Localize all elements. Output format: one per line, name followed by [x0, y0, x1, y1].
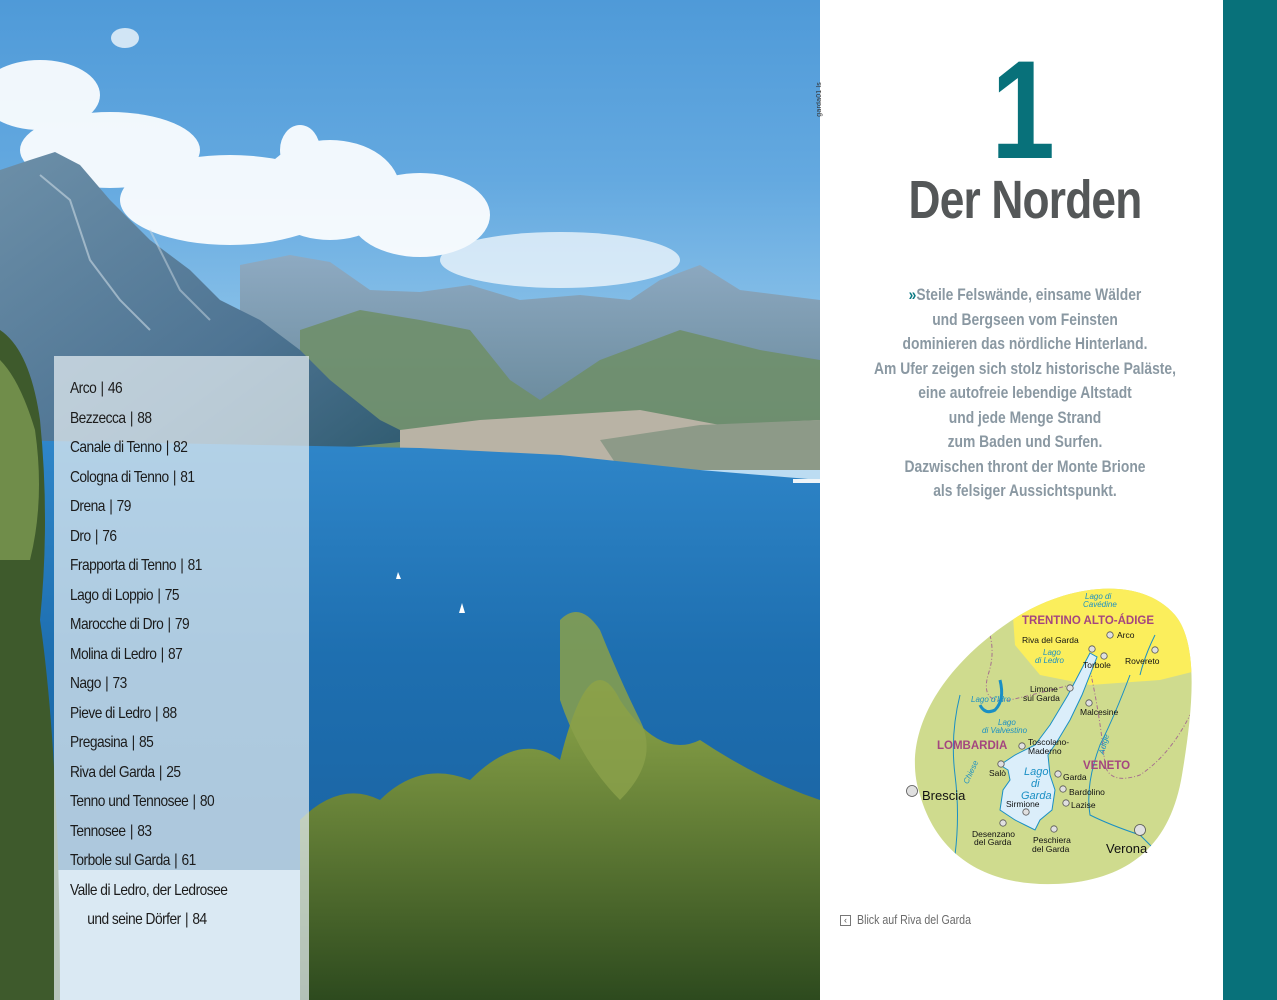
index-item[interactable]: Arco | 46: [70, 380, 123, 397]
svg-text:Garda: Garda: [1021, 790, 1052, 802]
svg-text:Lazise: Lazise: [1071, 800, 1096, 810]
svg-text:Maderno: Maderno: [1028, 746, 1062, 756]
svg-text:Lago: Lago: [1024, 766, 1049, 778]
svg-text:Peschiera: Peschiera: [1033, 835, 1071, 845]
index-item[interactable]: Cologna di Tenno | 81: [70, 468, 195, 486]
svg-text:Lago di: Lago di: [1085, 592, 1112, 601]
chapter-intro: » Steile Felswände, einsame Wälder und Bergseen vom Feinsten dominieren das nördliche Hinterland. Am Ufer zeigen sich stolz historische Paläste, eine autofreie lebendige Altstadt und jede Menge Strand zum Baden und Surfen. Dazwischen thront der Monte Brione als felsiger Aussichtspunkt.: [874, 286, 1176, 500]
index-item-continuation[interactable]: und seine Dörfer | 84: [87, 911, 207, 928]
svg-text:di Valvestino: di Valvestino: [982, 726, 1028, 735]
places-index-list: [70, 374, 309, 935]
svg-text:Garda: Garda: [1063, 772, 1087, 782]
svg-text:di: di: [1031, 778, 1040, 790]
svg-text:Lago: Lago: [998, 718, 1016, 727]
svg-text:Sirmione: Sirmione: [1006, 799, 1040, 809]
region-map: [900, 575, 1200, 890]
index-item[interactable]: Pieve di Ledro | 88: [70, 704, 177, 722]
svg-text:sul Garda: sul Garda: [1023, 693, 1060, 703]
svg-text:Lago d'Idro: Lago d'Idro: [971, 695, 1011, 704]
svg-text:Chiese: Chiese: [961, 759, 981, 786]
arrow-left-icon: ‹: [840, 915, 851, 926]
svg-text:Riva del Garda: Riva del Garda: [1022, 635, 1079, 645]
svg-text:Limone: Limone: [1030, 684, 1058, 694]
svg-text:del Garda: del Garda: [974, 837, 1012, 847]
index-item[interactable]: Molina di Ledro | 87: [70, 645, 183, 663]
index-item[interactable]: Frapporta di Tenno | 81: [70, 557, 202, 574]
index-item[interactable]: Tennosee | 83: [70, 822, 152, 840]
svg-text:Verona: Verona: [1106, 841, 1148, 856]
svg-text:Cavédine: Cavédine: [1083, 600, 1117, 609]
svg-text:Malcesine: Malcesine: [1080, 707, 1119, 717]
svg-text:VENETO: VENETO: [1083, 760, 1131, 772]
svg-text:Toscolano-: Toscolano-: [1028, 737, 1070, 747]
chapter-number: 1: [991, 31, 1055, 188]
index-item[interactable]: Dro | 76: [70, 527, 117, 545]
index-item[interactable]: Nago | 73: [70, 675, 127, 692]
svg-text:Torbole: Torbole: [1083, 660, 1111, 670]
index-item[interactable]: Drena | 79: [70, 498, 131, 515]
svg-text:Brescia: Brescia: [922, 788, 966, 803]
svg-text:Lago: Lago: [1043, 648, 1061, 657]
index-item[interactable]: Bezzecca | 88: [70, 409, 152, 427]
svg-text:Rovereto: Rovereto: [1125, 656, 1160, 666]
index-item[interactable]: Riva del Garda | 25: [70, 763, 181, 781]
chapter-title: Der Norden: [908, 170, 1142, 230]
index-item[interactable]: Pregasina | 85: [70, 734, 154, 751]
index-item[interactable]: Marocche di Dro | 79: [70, 616, 190, 633]
svg-text:Arco: Arco: [1117, 630, 1135, 640]
photo-caption: ‹ Blick auf Riva del Garda: [840, 913, 991, 927]
quote-chevron-icon: »: [908, 286, 914, 304]
svg-text:LOMBARDIA: LOMBARDIA: [937, 740, 1008, 752]
index-item[interactable]: Torbole sul Garda | 61: [70, 852, 196, 869]
index-item[interactable]: Tenno und Tennosee | 80: [70, 793, 215, 810]
lake-garda-map: [900, 575, 1200, 890]
svg-text:Salò: Salò: [989, 768, 1007, 778]
index-item[interactable]: Lago di Loppio | 75: [70, 586, 180, 604]
svg-text:Desenzano: Desenzano: [972, 829, 1016, 839]
svg-text:TRENTINO ALTO-ÁDIGE: TRENTINO ALTO-ÁDIGE: [1022, 615, 1155, 627]
svg-text:di Ledro: di Ledro: [1035, 656, 1064, 665]
chapter-edge-tab: [1223, 0, 1277, 1000]
svg-text:Adige: Adige: [1096, 733, 1111, 756]
places-index-panel: [54, 356, 309, 1000]
photo-code: garda01 ls: [816, 82, 823, 117]
index-item[interactable]: Valle di Ledro, der Ledrosee: [70, 881, 228, 899]
svg-text:Bardolino: Bardolino: [1069, 787, 1105, 797]
index-item[interactable]: Canale di Tenno | 82: [70, 439, 188, 456]
svg-text:del Garda: del Garda: [1032, 844, 1070, 854]
